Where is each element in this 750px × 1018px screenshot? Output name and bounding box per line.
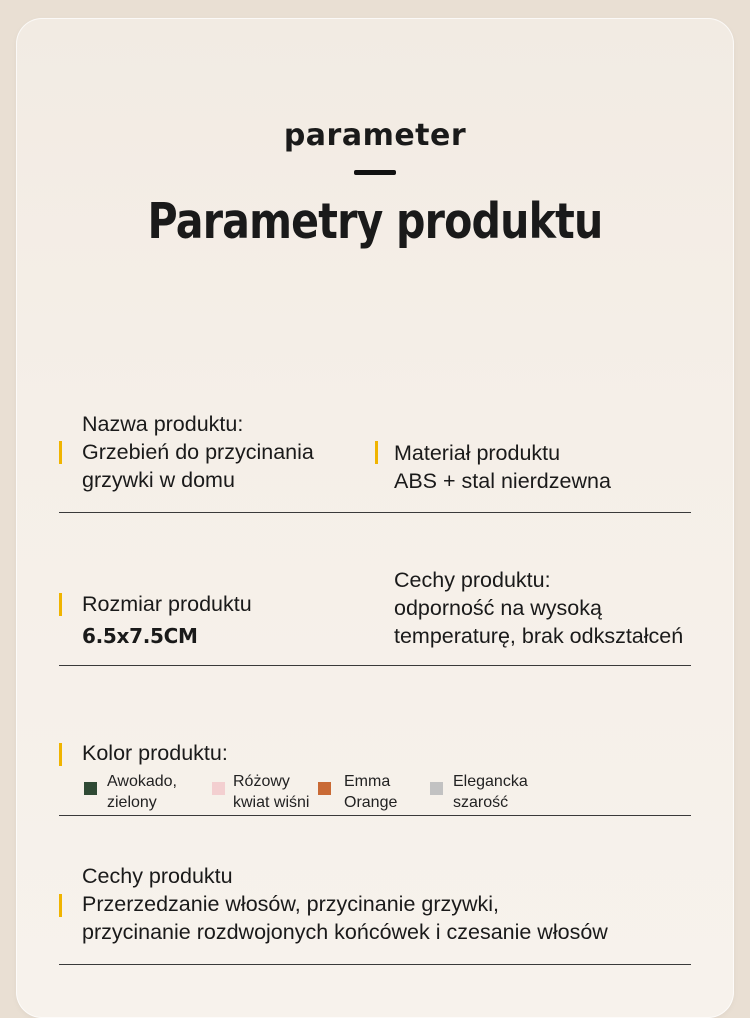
row-divider — [59, 512, 691, 513]
accent-marker — [59, 441, 62, 464]
row-divider — [59, 964, 691, 965]
color-option-line: Awokado, — [107, 773, 177, 790]
size-value: 6.5x7.5CM — [82, 624, 198, 648]
material-label: Materiał produktu — [394, 441, 561, 465]
row-divider — [59, 815, 691, 816]
product-name-line2: grzywki w domu — [82, 468, 235, 492]
swatch-emma-orange — [318, 782, 331, 795]
color-label: Kolor produktu: — [82, 741, 228, 765]
color-option-line: Różowy — [233, 773, 290, 790]
color-option-pink — [233, 771, 309, 813]
features-top-line2: temperaturę, brak odkształceń — [394, 624, 684, 648]
eyebrow-underline — [354, 170, 396, 175]
color-option-line: Orange — [344, 794, 398, 811]
color-option-line: zielony — [107, 794, 157, 811]
features-bottom-label: Cechy produktu — [82, 864, 233, 888]
accent-marker — [59, 593, 62, 616]
color-option-gray — [453, 771, 528, 813]
product-name-spec — [82, 410, 314, 494]
accent-marker — [375, 441, 378, 464]
color-option-line: kwiat wiśni — [233, 794, 310, 811]
material-spec — [394, 439, 611, 495]
color-option-avocado — [107, 771, 177, 813]
color-option-line: szarość — [453, 794, 509, 811]
color-option-orange — [344, 771, 397, 813]
features-top-label: Cechy produktu: — [394, 568, 551, 592]
product-name-label: Nazwa produktu: — [82, 412, 244, 436]
size-label: Rozmiar produktu — [82, 592, 252, 616]
features-bottom-line1: Przerzedzanie włosów, przycinanie grzywki, — [82, 892, 500, 916]
product-name-line1: Grzebień do przycinania — [82, 440, 314, 464]
row-divider — [59, 665, 691, 666]
features-bottom-spec — [82, 862, 608, 946]
features-top-spec — [394, 566, 683, 650]
section-eyebrow: parameter — [283, 118, 467, 153]
features-bottom-line2: przycinanie rozdwojonych końcówek i czesanie włosów — [82, 920, 608, 944]
material-value: ABS + stal nierdzewna — [394, 469, 611, 493]
swatch-cherry-pink — [212, 782, 225, 795]
swatch-avocado-green — [84, 782, 97, 795]
accent-marker — [59, 894, 62, 917]
color-option-line: Emma — [344, 773, 391, 790]
accent-marker — [59, 743, 62, 766]
swatch-elegant-gray — [430, 782, 443, 795]
features-top-line1: odporność na wysoką — [394, 596, 602, 620]
page-title: Parametry produktu — [147, 193, 603, 250]
color-option-line: Elegancka — [453, 773, 528, 790]
